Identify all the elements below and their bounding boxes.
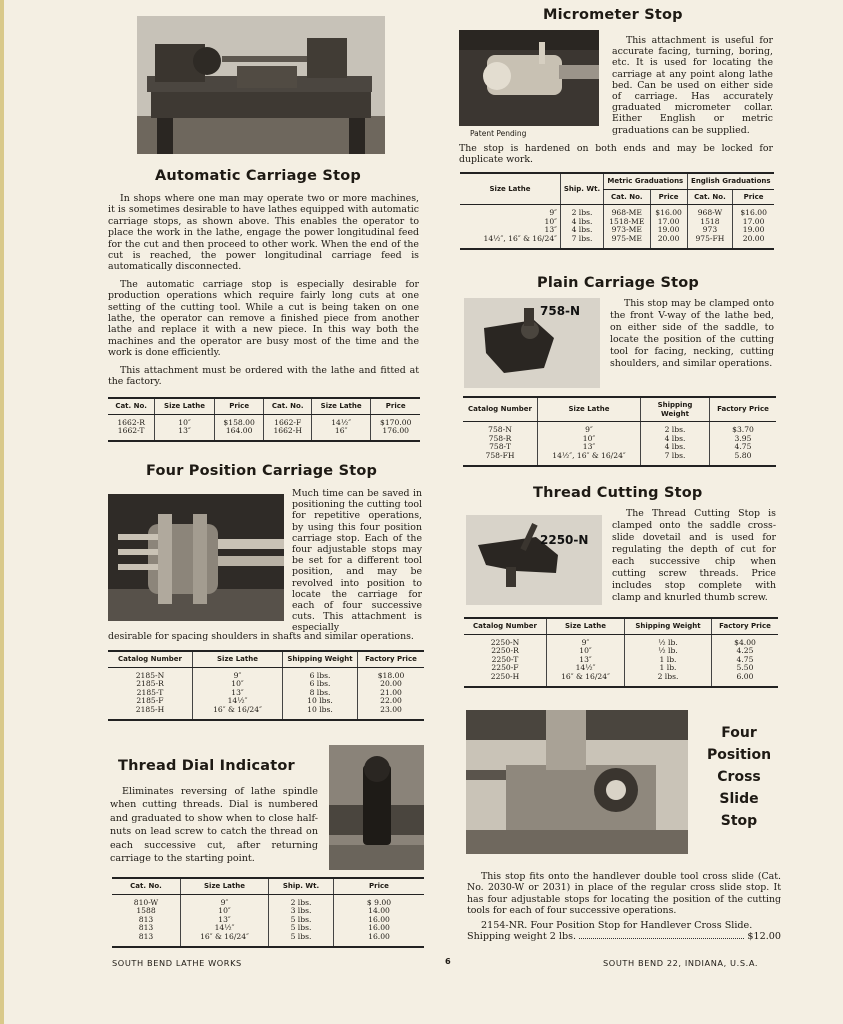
table-cell: 968-W 1518 973 975-FH — [687, 205, 733, 249]
thread-dial-indicator-photo — [329, 745, 424, 870]
table-row — [108, 667, 424, 719]
table-header: Cat. No. — [108, 398, 155, 414]
dot-leader — [579, 931, 744, 939]
automatic-carriage-stop-title: Automatic Carriage Stop — [155, 168, 361, 184]
table-header: Ship. Wt. — [269, 878, 334, 894]
thread-cutting-stop-text: The Thread Cutting Stop is clamped onto the saddle cross-slide dovetail and is used for regulating the depth of cut for each successive chip when cutting screw threads. Price includes stop complete with clamp and knurled thumb screw. — [612, 508, 776, 603]
table-header: Price — [371, 398, 420, 414]
table-header: Size Lathe — [547, 618, 625, 634]
table-header: Catalog Number — [108, 651, 193, 667]
cross-slide-stop-photo — [466, 710, 688, 854]
automatic-carriage-stop-photo — [137, 16, 385, 154]
shipping-weight-label: Shipping weight 2 lbs. — [467, 931, 577, 942]
table-header: Price — [334, 878, 425, 894]
table-cell: $158.00 164.00 — [214, 414, 264, 441]
table-header: Ship. Wt. — [561, 173, 604, 205]
page-number: 6 — [445, 956, 452, 966]
table-header: Shipping Weight — [283, 651, 358, 667]
plain-carriage-stop-title: Plain Carriage Stop — [537, 275, 699, 291]
table-cell: 9″ 10″ 13″ 14½″ 16″ & 16/24″ — [181, 894, 269, 946]
table-header: Catalog Number — [463, 397, 538, 422]
cross-slide-stop-text: This stop fits onto the handlever double tool cross slide (Cat. No. 2030-W or 2031) in place of the regular cross slide stop. It has four adjustable stops for locating the position of the cutting tools for each of four successive operations. — [467, 871, 781, 917]
table-cell: 9″ 10″ 13″ 14½″ 16″ & 16/24″ — [193, 667, 283, 719]
table-cell: 9″ 10″ 13″ 14½″ 16″ & 16/24″ — [547, 634, 625, 686]
thread-cutting-stop-photo — [466, 515, 602, 605]
table-header: Size Lathe — [181, 878, 269, 894]
table-row — [463, 422, 776, 466]
cross-slide-title-line: Slide — [719, 791, 759, 807]
table-cell: 10″ 13″ — [155, 414, 215, 441]
table-cell: $4.00 4.25 4.75 5.50 6.00 — [712, 634, 779, 686]
table-cell: 1662-R 1662-T — [117, 417, 145, 436]
table-cell: 1662-F 1662-H — [264, 414, 311, 441]
automatic-carriage-stop-table — [108, 397, 420, 442]
automatic-p2: The automatic carriage stop is especially desirable for production operations which require fairly long cuts at one setting of the cutting tool. While a cut is being taken on one lathe, the operator can remove a finished piece from another lathe and replace it with a new piece. In this way both the machines and the operator are busy most of the time and the work is done efficiently. — [108, 278, 419, 359]
thread-cutting-stop-title: Thread Cutting Stop — [533, 485, 703, 501]
micrometer-text-right: This attachment is useful for accurate facing, turning, boring, etc. It is used for locating the carriage at any point along lathe bed. Can be used on either side of carriage. Has accurately graduated micrometer collar. Either English or metric graduations can be supplied. — [612, 35, 773, 136]
thread-cutting-stop-table — [464, 617, 778, 688]
cross-slide-ship-line — [467, 931, 781, 942]
table-cell: ½ lb. ½ lb. 1 lb. 1 lb. 2 lbs. — [625, 634, 712, 686]
table-header: Catalog Number — [464, 618, 547, 634]
plain-carriage-stop-text: This stop may be clamped onto the front V-way of the lathe bed, on either side of the saddle, to locate the position of the cutting tool for facing, necking, cutting shoulders, and similar operations. — [610, 298, 774, 369]
cross-slide-price: $12.00 — [747, 931, 781, 942]
table-header: Price — [650, 189, 687, 205]
page-spine-edge — [0, 0, 4, 1024]
cross-slide-title-line: Position — [706, 747, 772, 763]
thread-dial-indicator-title: Thread Dial Indicator — [118, 758, 295, 774]
micrometer-stop-title: Micrometer Stop — [543, 7, 683, 23]
table-header: Cat. No. — [264, 398, 311, 414]
table-cell: 2 lbs. 3 lbs. 5 lbs. 5 lbs. 5 lbs. — [269, 894, 334, 946]
table-header: Size Lathe — [538, 397, 641, 422]
table-row — [112, 894, 424, 946]
table-cell: $170.00 176.00 — [371, 414, 420, 441]
four-position-table — [108, 650, 424, 721]
table-header: Cat. No. — [604, 189, 651, 205]
plain-carriage-stop-photo — [464, 298, 600, 388]
thread-dial-indicator-text: Eliminates reversing of lathe spindle when cutting threads. Dial is numbered and graduated to show when to close half-nuts on lead screw to catch the thread on each successive cut, after returning carriage to the starting point. — [110, 786, 318, 865]
table-header: Factory Price — [712, 618, 779, 634]
table-group-header: Metric Graduations — [604, 173, 688, 189]
plain-photo-code: 758-N — [540, 304, 581, 318]
table-cell: 9″ 10″ 13″ 14½″, 16″ & 16/24″ — [483, 208, 557, 243]
table-header: Price — [214, 398, 264, 414]
table-cell: $3.70 3.95 4.75 5.80 — [710, 422, 777, 466]
table-cell: $18.00 20.00 21.00 22.00 23.00 — [358, 667, 425, 719]
table-cell: 14½″ 16″ — [311, 414, 371, 441]
table-cell: 2250-N 2250-R 2250-T 2250-F 2250-H — [490, 637, 520, 681]
four-position-text-full: desirable for spacing shoulders in shafts and similar operations. — [108, 631, 414, 642]
table-cell: 2185-N 2185-R 2185-T 2185-F 2185-H — [135, 670, 165, 714]
table-header: Size Lathe — [155, 398, 215, 414]
thread-cutting-photo-code: 2250-N — [540, 533, 589, 547]
table-row — [464, 634, 778, 686]
table-cell: $ 9.00 14.00 16.00 16.00 16.00 — [334, 894, 425, 946]
table-header: Size Lathe — [193, 651, 283, 667]
table-cell: 2 lbs. 4 lbs. 4 lbs. 7 lbs. — [561, 205, 604, 249]
table-header: Shipping Weight — [641, 397, 710, 422]
table-row — [108, 414, 420, 441]
table-cell: 6 lbs. 6 lbs. 8 lbs. 10 lbs. 10 lbs. — [283, 667, 358, 719]
table-cell: 2 lbs. 4 lbs. 4 lbs. 7 lbs. — [641, 422, 710, 466]
table-header: Price — [733, 189, 774, 205]
table-header: Cat. No. — [687, 189, 733, 205]
table-header: Cat. No. — [112, 878, 181, 894]
cross-slide-title-line: Four — [721, 725, 757, 741]
table-header: Factory Price — [710, 397, 777, 422]
four-position-text-right: Much time can be saved in positioning the cutting tool for repetitive operations, by using this four position carriage stop. Each of the four adjustable stops may be set for a different tool position, and may be revolved into position to locate the carriage for each of four successive cuts. This attachment is especially — [292, 488, 422, 634]
micrometer-stop-table — [460, 172, 774, 250]
table-header: Size Lathe — [460, 173, 561, 205]
table-header: Shipping Weight — [625, 618, 712, 634]
table-cell: 810-W 1588 813 813 813 — [133, 897, 159, 941]
plain-carriage-stop-table — [463, 396, 776, 467]
four-position-carriage-stop-photo — [108, 494, 284, 621]
automatic-carriage-stop-text — [108, 193, 419, 394]
micrometer-text-full: The stop is hardened on both ends and may be locked for duplicate work. — [459, 143, 773, 166]
footer-right: SOUTH BEND 22, INDIANA, U.S.A. — [603, 958, 759, 968]
table-cell: $16.00 17.00 19.00 20.00 — [650, 205, 687, 249]
table-cell: 758-N 758-R 758-T 758-FH — [485, 425, 515, 460]
micrometer-photo-caption: Patent Pending — [470, 129, 527, 138]
table-cell: $16.00 17.00 19.00 20.00 — [733, 205, 774, 249]
footer-left: SOUTH BEND LATHE WORKS — [112, 958, 242, 968]
cross-slide-title-line: Cross — [717, 769, 761, 785]
table-header: Size Lathe — [311, 398, 371, 414]
table-group-header: English Graduations — [687, 173, 774, 189]
table-cell: 968-ME 1518-ME 973-ME 975-ME — [604, 205, 651, 249]
automatic-p1: In shops where one man may operate two or more machines, it is sometimes desirable to have lathes equipped with automatic carriage stops, as shown above. This enables the operator to place the work in the lathe, engage the power longitudinal feed for the cut and then proceed to other work. When the end of the cut is reached, the power longitudinal carriage feed is automatically disconnected. — [108, 193, 419, 273]
cross-slide-title-line: Stop — [720, 813, 758, 829]
micrometer-stop-photo — [459, 30, 599, 126]
automatic-p3: This attachment must be ordered with the lathe and fitted at the factory. — [108, 364, 419, 388]
table-row — [460, 205, 774, 249]
thread-dial-indicator-table — [112, 877, 424, 948]
cross-slide-order-line: 2154-NR. Four Position Stop for Handlever Cross Slide. — [481, 920, 753, 931]
four-position-carriage-stop-title: Four Position Carriage Stop — [146, 463, 378, 479]
table-cell: 9″ 10″ 13″ 14½″, 16″ & 16/24″ — [538, 422, 641, 466]
cross-slide-stop-title — [694, 722, 784, 832]
table-header: Factory Price — [358, 651, 425, 667]
